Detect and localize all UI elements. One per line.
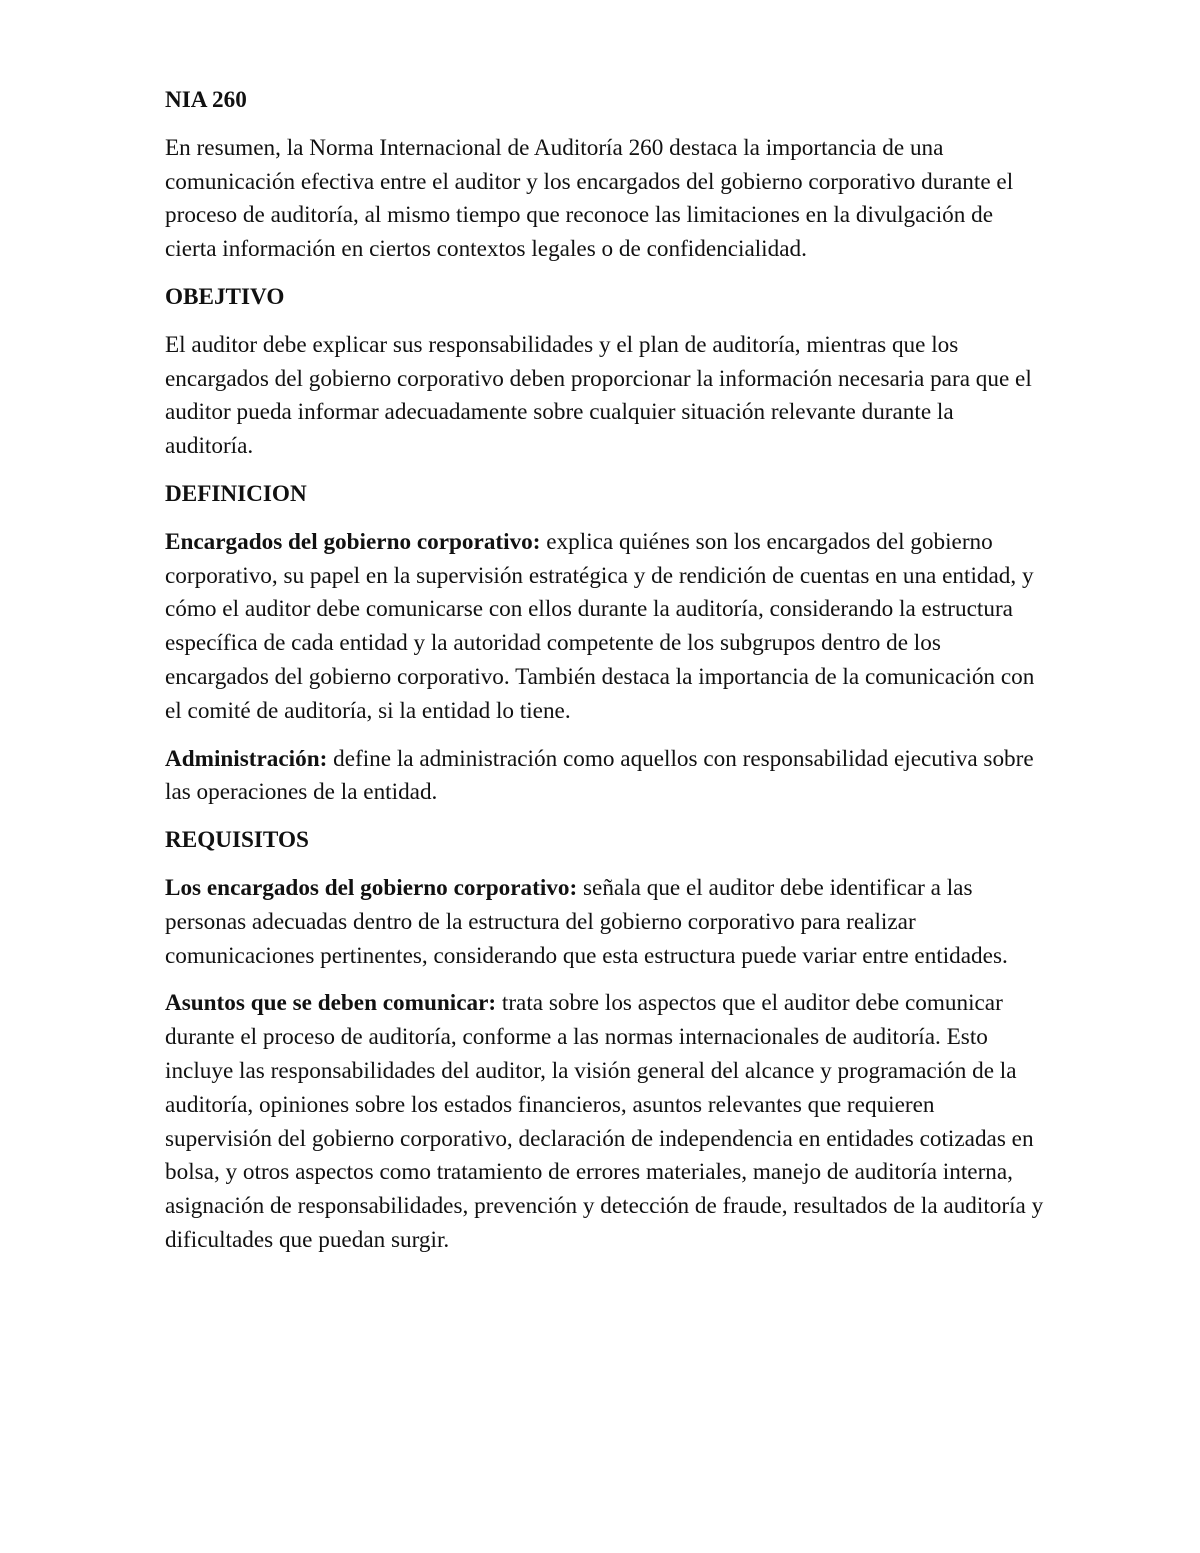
definicion-text-encargados: explica quiénes son los encargados del gobierno corporativo, su papel en la supervisión estratégica y de rendición de cuentas en una entidad, y cómo el auditor debe comunicarse con ellos durante la auditoría, considerando la estructura específica de cada entidad y la autoridad competente de los subgrupos dentro de los encargados del gobierno corporativo. También destaca la importancia de la comunicación con el comité de auditoría, si la entidad lo tiene. <box>165 528 1035 724</box>
requisitos-heading: REQUISITOS <box>165 827 309 854</box>
definicion-item-encargados <box>165 526 1045 729</box>
objetivo-heading: OBEJTIVO <box>165 283 285 310</box>
requisitos-item-asuntos <box>165 987 1045 1257</box>
definicion-text-administracion: define la administración como aquellos con responsabilidad ejecutiva sobre las operaciones de la entidad. <box>165 745 1034 806</box>
requisitos-text-asuntos: trata sobre los aspectos que el auditor debe comunicar durante el proceso de auditoría, conforme a las normas internacionales de auditoría. Esto incluye las responsabilidades del auditor, la visión general del alcance y programación de la auditoría, opiniones sobre los estados financieros, asuntos relevantes que requieren supervisión del gobierno corporativo, declaración de independencia en entidades cotizadas en bolsa, y otros aspectos como tratamiento de errores materiales, manejo de auditoría interna, asignación de responsabilidades, prevención y detección de fraude, resultados de la auditoría y dificultades que puedan surgir. <box>165 990 1044 1253</box>
requisitos-item-encargados <box>165 872 1045 973</box>
definicion-heading: DEFINICION <box>165 480 307 507</box>
definicion-term-administracion: Administración: <box>165 745 328 772</box>
requisitos-term-asuntos: Asuntos que se deben comunicar: <box>165 990 497 1017</box>
definicion-term-encargados: Encargados del gobierno corporativo: <box>165 528 541 555</box>
document-page <box>165 84 1045 1272</box>
definicion-item-administracion <box>165 743 1045 811</box>
requisitos-term-encargados: Los encargados del gobierno corporativo: <box>165 874 578 901</box>
document-title: NIA 260 <box>165 87 247 113</box>
objetivo-paragraph: El auditor debe explicar sus responsabilidades y el plan de auditoría, mientras que los encargados del gobierno corporativo deben proporcionar la información necesaria para que el auditor pueda informar adecuadamente sobre cualquier situación relevante durante la auditoría. <box>165 331 1032 460</box>
requisitos-text-encargados: señala que el auditor debe identificar a las personas adecuadas dentro de la estructura del gobierno corporativo para realizar comunicaciones pertinentes, considerando que esta estructura puede variar entre entidades. <box>165 874 1008 969</box>
intro-paragraph: En resumen, la Norma Internacional de Auditoría 260 destaca la importancia de una comunicación efectiva entre el auditor y los encargados del gobierno corporativo durante el proceso de auditoría, al mismo tiempo que reconoce las limitaciones en la divulgación de cierta información en ciertos contextos legales o de confidencialidad. <box>165 134 1014 263</box>
